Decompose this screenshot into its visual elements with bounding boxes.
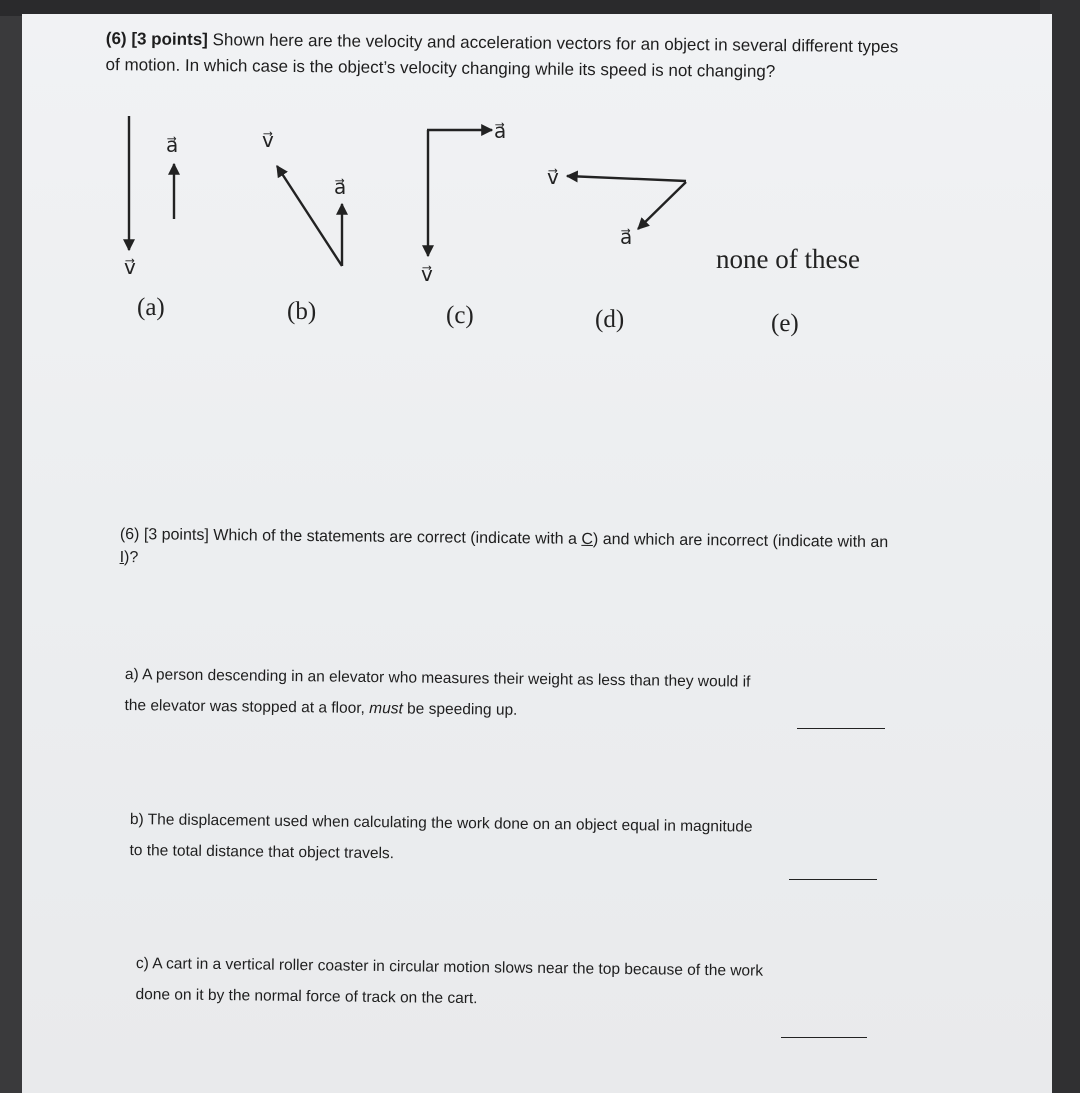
question-2-text-2: ) and which are incorrect (indicate with an [592,530,889,552]
statement-a-line-2-start: the elevator was stopped at a floor, [124,696,370,717]
question-2-i-mark: I [119,548,125,567]
question-2-number: (6) [119,525,140,544]
statement-a-emphasis: must [369,699,403,718]
statement-b [129,811,752,868]
statement-c [135,955,763,1012]
diagram-d-velocity-arrow [567,176,686,181]
question-2-text-3: )? [124,549,139,567]
diagram-b [262,130,346,266]
question-2-c-mark: C [581,530,594,548]
question-2-text-1: Which of the statements are correct (indicate with a [213,526,582,548]
option-e-text: none of these [716,244,860,274]
statement-b-answer-blank[interactable] [789,879,877,880]
diagram-c-v-label: v⃗ [421,264,433,286]
vector-diagrams [22,14,1052,374]
question-1-points: [3 points] [131,29,208,50]
diagram-b-v-label: v⃗ [262,130,274,152]
option-e-label: (e) [771,310,799,337]
question-2-points: [3 points] [143,526,209,544]
statement-a-answer-blank[interactable] [797,728,885,729]
option-b-label: (b) [287,298,317,325]
question-1-text: Shown here are the velocity and acceleration vectors for an object in several different types of motion. In which case is the object’s velocity changing while its speed is not changing? [105,30,899,82]
option-c-label: (c) [446,302,474,329]
question-1-number: (6) [105,28,127,49]
statement-a-line-2-end: be speeding up. [402,700,518,719]
diagram-d-v-label: v⃗ [547,167,559,189]
statement-c-line-1: c) A cart in a vertical roller coaster in circular motion slows near the top because of the work [135,955,764,980]
option-d-label: (d) [595,306,625,333]
statement-c-line-2: done on it by the normal force of track on the cart. [135,985,478,1008]
worksheet-page [22,14,1052,1093]
diagram-a [124,116,178,279]
statement-a-line-2 [124,697,750,723]
statement-a [124,666,750,723]
statement-b-line-2: to the total distance that object travels. [129,841,395,863]
statement-c-answer-blank[interactable] [781,1037,867,1038]
option-a-label: (a) [137,294,165,321]
diagram-c [421,121,506,286]
question-2 [120,523,900,577]
statement-a-line-1: a) A person descending in an elevator who measures their weight as less than they would if [124,666,751,691]
diagram-a-v-label: v⃗ [124,257,136,279]
diagram-c-a-label: a⃗ [494,121,507,143]
diagram-a-a-label: a⃗ [166,135,179,157]
diagram-b-a-label: a⃗ [334,177,347,199]
diagram-d-acceleration-arrow [638,182,686,229]
diagram-d [547,167,686,249]
statement-b-line-1: b) The displacement used when calculating the work done on an object equal in magnitude [129,811,753,836]
diagram-d-a-label: a⃗ [620,227,633,249]
diagram-b-velocity-arrow [277,166,342,266]
